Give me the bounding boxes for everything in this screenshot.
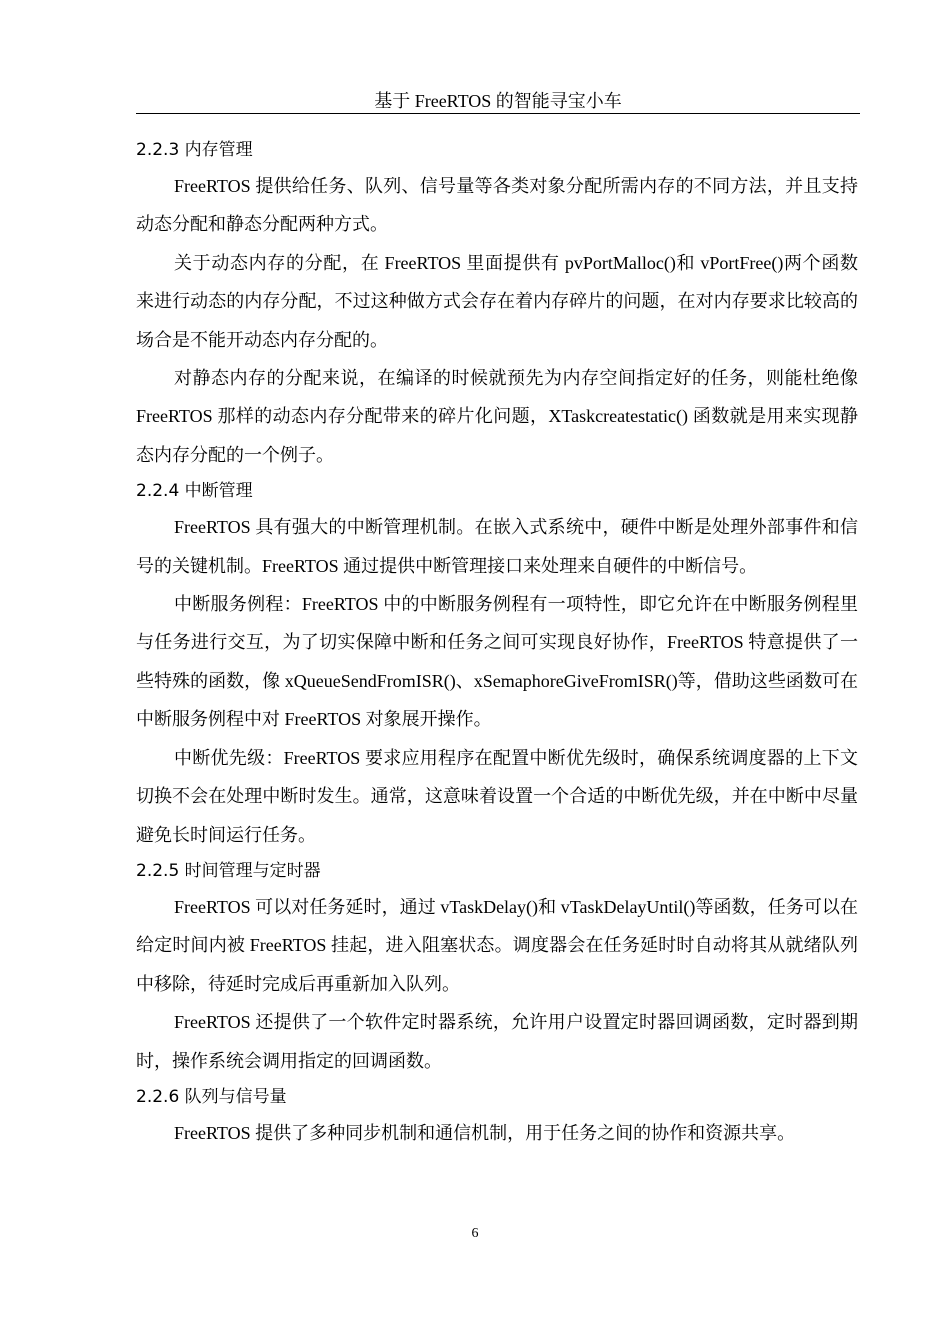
paragraph: FreeRTOS 提供给任务、队列、信号量等各类对象分配所需内存的不同方法，并且支持动态分配和静态分配两种方式。 — [136, 176, 858, 235]
page-number: 6 — [471, 1226, 479, 1241]
paragraph: 中断优先级：FreeRTOS 要求应用程序在配置中断优先级时，确保系统调度器的上下文切换不会在处理中断时发生。通常，这意味着设置一个合适的中断优先级，并在中断中尽量避免长时间运行任务。 — [136, 747, 858, 845]
header-divider — [136, 113, 860, 114]
section-memory-management — [136, 133, 858, 474]
paragraph: FreeRTOS 提供了多种同步机制和通信机制，用于任务之间的协作和资源共享。 — [174, 1122, 796, 1143]
section-interrupt-management — [136, 474, 858, 854]
paragraph: FreeRTOS 具有强大的中断管理机制。在嵌入式系统中，硬件中断是处理外部事件和信号的关键机制。FreeRTOS 通过提供中断管理接口来处理来自硬件的中断信号。 — [136, 517, 858, 576]
section-queues-semaphores — [136, 1080, 858, 1152]
paragraph: FreeRTOS 可以对任务延时，通过 vTaskDelay()和 vTaskDelayUntil()等函数，任务可以在给定时间内被 FreeRTOS 挂起，进入阻塞状态。调度器会在任务延时时自动将其从就绪队列中移除，待延时完成后再重新加入队列。 — [136, 896, 858, 994]
page-header: 基于 FreeRTOS 的智能寻宝小车 — [374, 91, 622, 111]
section-time-management — [136, 854, 858, 1080]
section-heading: 2.2.3 内存管理 — [136, 140, 253, 160]
paragraph: 中断服务例程：FreeRTOS 中的中断服务例程有一项特性，即它允许在中断服务例程里与任务进行交互，为了切实保障中断和任务之间可实现良好协作，FreeRTOS 特意提供了一些特殊的函数，像 xQueueSendFromISR()、xSemaphoreGiveFromISR()等，借助这些函数可在中断服务例程中对 FreeRTOS 对象展开操作。 — [136, 594, 858, 730]
paragraph: 关于动态内存的分配，在 FreeRTOS 里面提供有 pvPortMalloc()和 vPortFree()两个函数来进行动态的内存分配，不过这种做方式会存在着内存碎片的问题，在对内存要求比较高的场合是不能开动态内存分配的。 — [136, 252, 858, 350]
document-body — [136, 133, 858, 1152]
paragraph: 对静态内存的分配来说，在编译的时候就预先为内存空间指定好的任务，则能杜绝像 FreeRTOS 那样的动态内存分配带来的碎片化问题，XTaskcreatestatic() 函数就是用来实现静态内存分配的一个例子。 — [136, 368, 858, 465]
section-heading: 2.2.6 队列与信号量 — [136, 1086, 287, 1107]
paragraph: FreeRTOS 还提供了一个软件定时器系统，允许用户设置定时器回调函数，定时器到期时，操作系统会调用指定的回调函数。 — [136, 1012, 858, 1071]
section-heading: 2.2.4 中断管理 — [136, 481, 253, 502]
section-heading: 2.2.5 时间管理与定时器 — [136, 860, 321, 881]
